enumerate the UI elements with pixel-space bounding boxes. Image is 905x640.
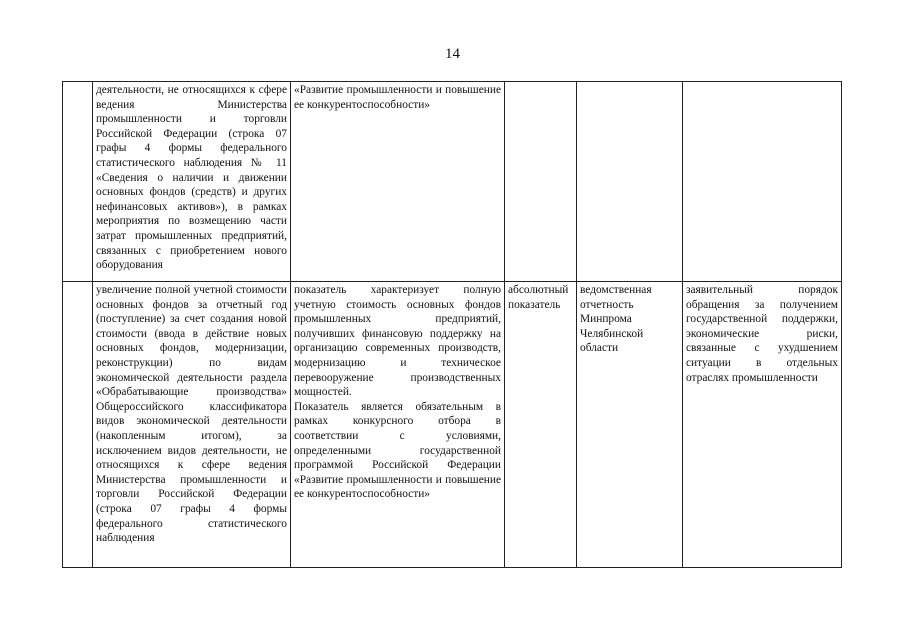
description-cell: увеличение полной учетной стоимости основных фондов за отчетный год (поступление) за счет создания новой стоимости (ввода в действие новых основных фондов, модернизации, реконструкции) по видам экономической деятельности раздела «Обрабатывающие производства» Общероссийского классификатора видов экономической деятельности (накопленным итогом), за исключением видов деятельности, не относящихся к сфере ведения Министерства промышленности и торговли Российской Федерации (строка 07 графы 4 формы федерального статистического наблюдения [93, 282, 291, 568]
characteristic-paragraph: показатель характеризует полную учетную стоимость основных фондов промышленных предприятий, получивших финансовую поддержку на организацию современных производств, модернизацию и техническое перевооружение производственных мощностей. [294, 284, 501, 399]
description-cell: деятельности, не относящихся к сфере ведения Министерства промышленности и торговли Российской Федерации (строка 07 графы 4 формы федерального статистического наблюдения № 11 «Сведения о наличии и движении основных фондов (средств) и других нефинансовых активов»), в рамках мероприятия по возмещению части затрат промышленных предприятий, связанных с приобретением нового оборудования [93, 82, 291, 282]
page-number: 14 [445, 46, 460, 62]
index-cell [63, 282, 93, 568]
source-cell [577, 82, 683, 282]
characteristic-cell [291, 82, 505, 282]
indicator-table [62, 81, 842, 568]
risks-cell: заявительный порядок обращения за получением государственной поддержки, экономические риски, связанные с ухудшением ситуации в отдельных отраслях промышленности [683, 282, 842, 568]
characteristic-cell [291, 282, 505, 568]
risks-cell [683, 82, 842, 282]
type-cell [505, 82, 577, 282]
characteristic-paragraph: «Развитие промышленности и повышение ее конкурентоспособности» [294, 84, 501, 111]
table-row [63, 82, 842, 282]
source-cell: ведомственная отчетность Минпрома Челябинской области [577, 282, 683, 568]
index-cell [63, 82, 93, 282]
characteristic-paragraph: Показатель является обязательным в рамках конкурсного отбора в соответствии с условиями, определенными государственной программой Российской Федерации «Развитие промышленности и повышение ее конкурентоспособности» [294, 400, 501, 501]
type-cell: абсолютный показатель [505, 282, 577, 568]
table-row [63, 282, 842, 568]
